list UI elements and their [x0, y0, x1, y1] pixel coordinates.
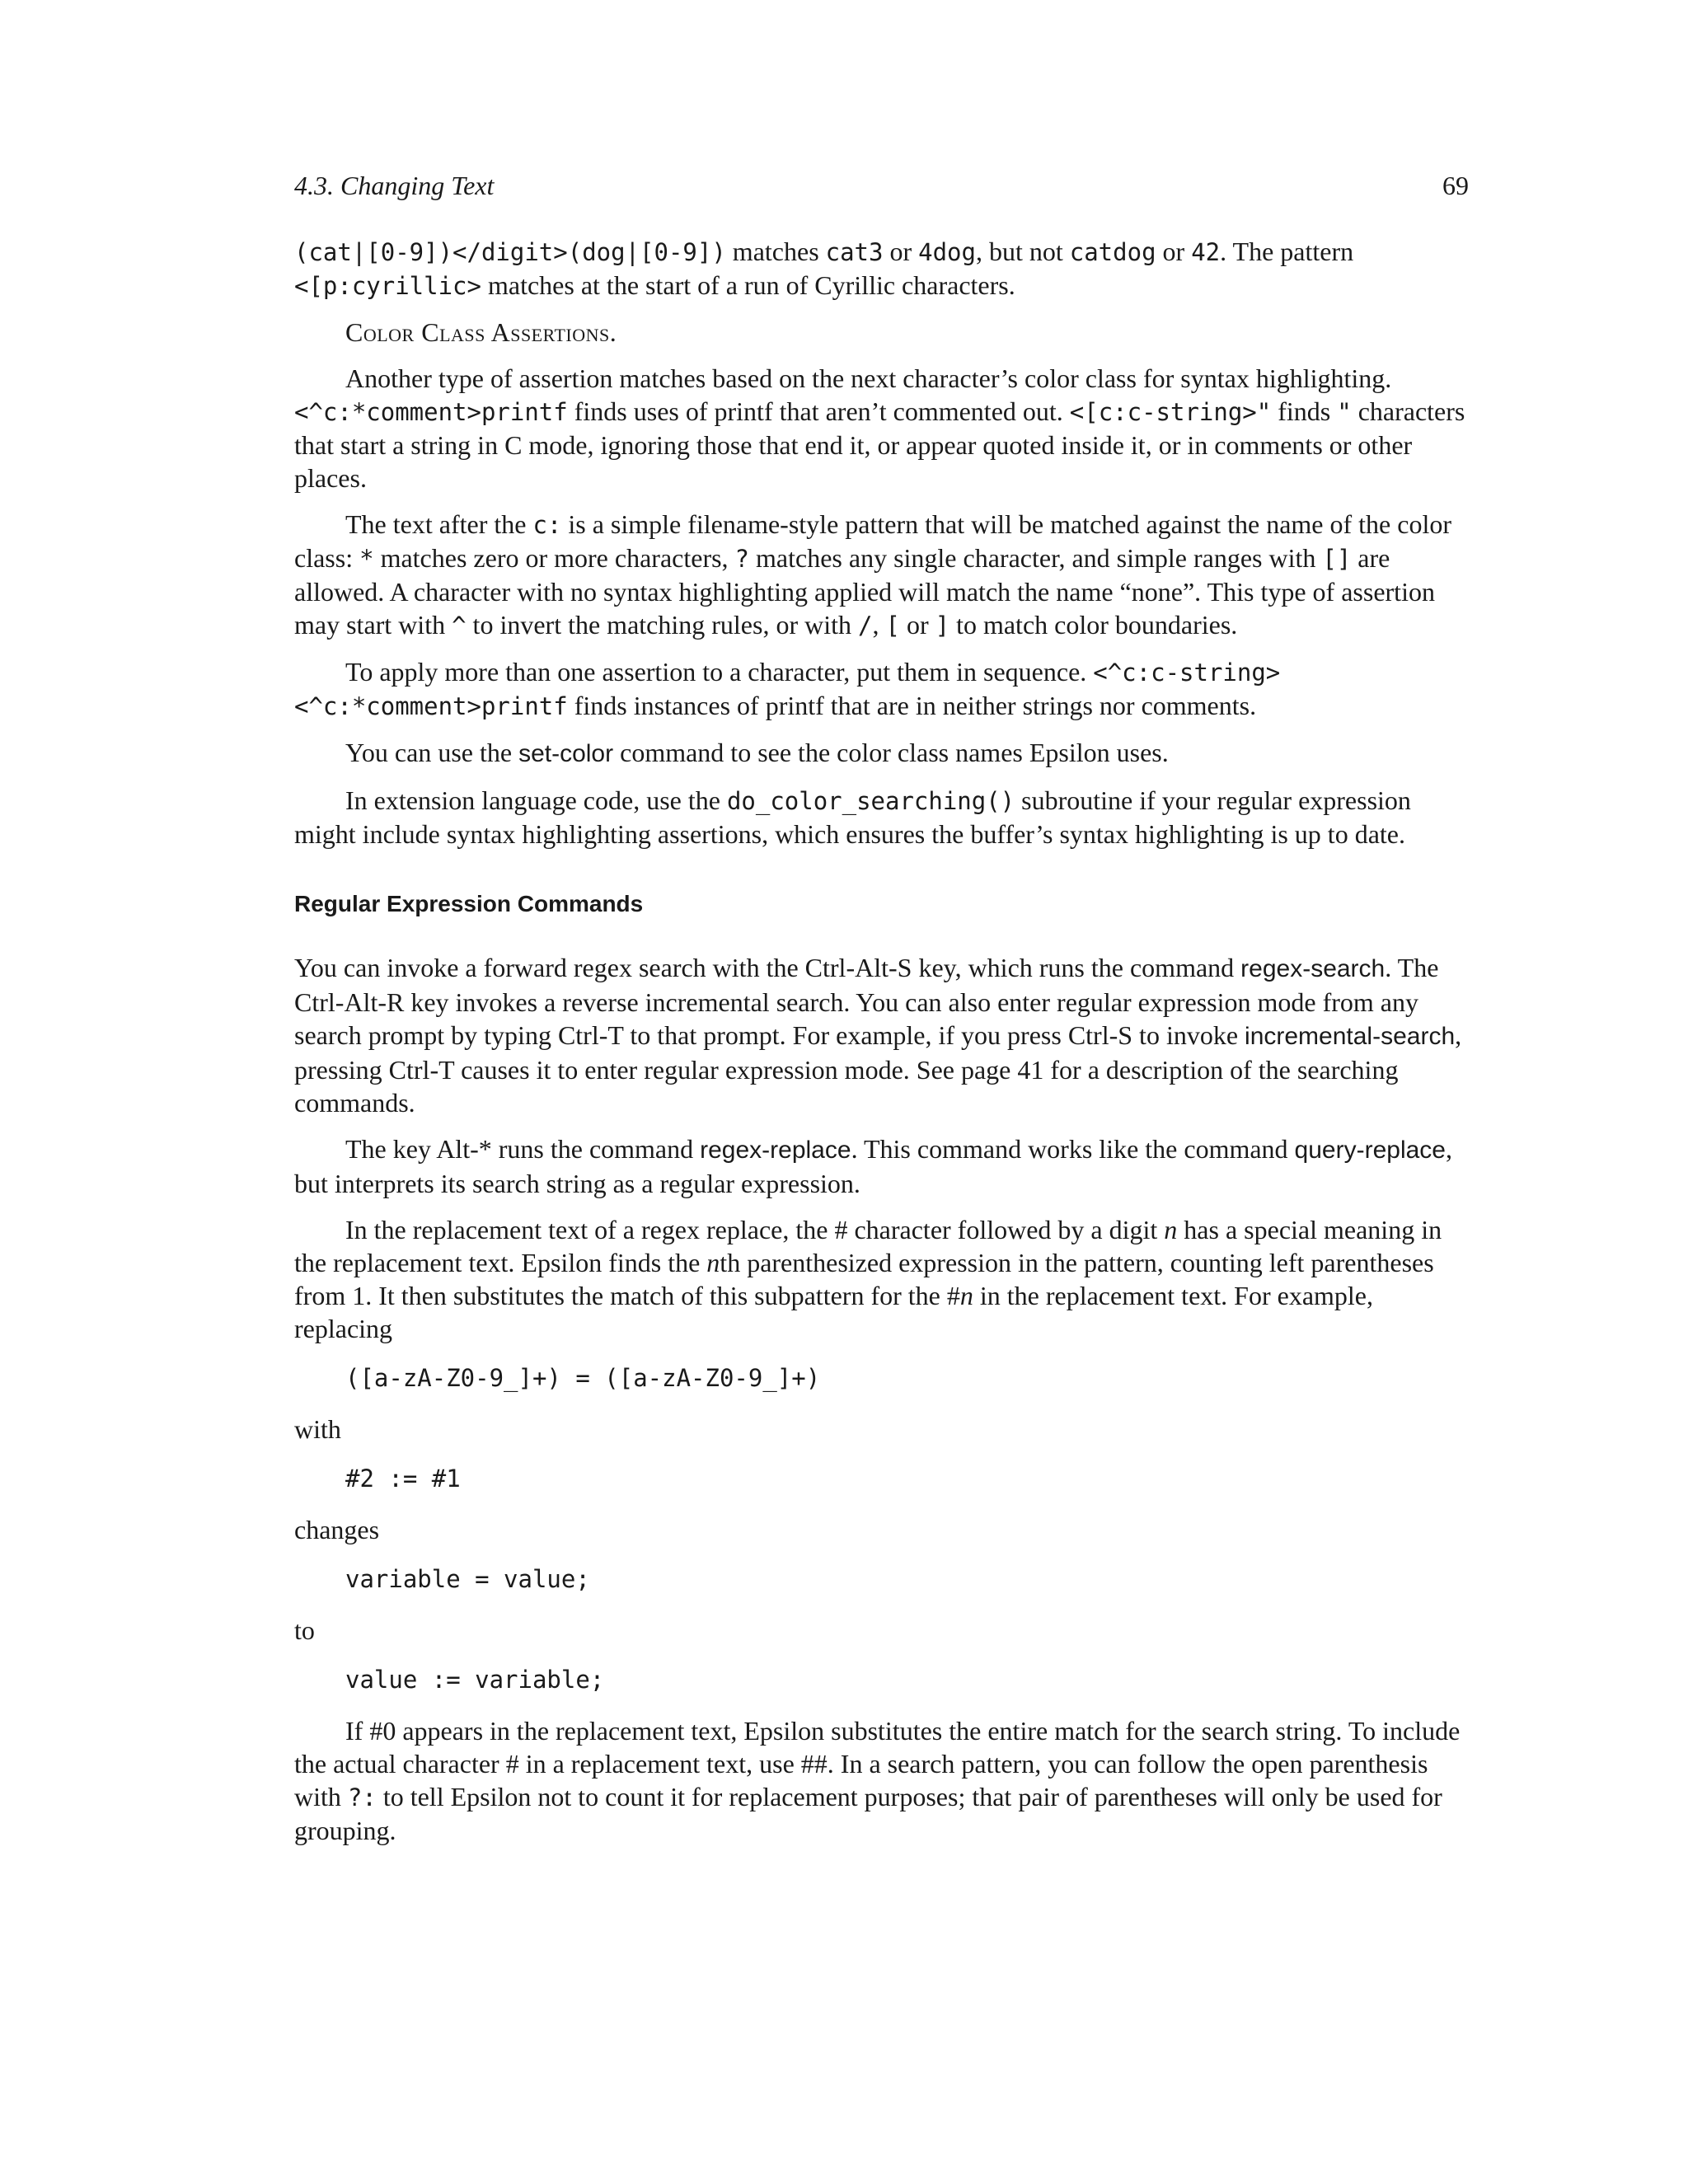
- code-span: ?:: [347, 1783, 377, 1811]
- text-span: are allowed. A character with no syntax highlighting applied will match the name “none”. This type of assertion may start with: [294, 543, 1435, 640]
- paragraph-color-pattern: [294, 508, 1469, 642]
- section-title: 4.3. Changing Text: [294, 171, 495, 200]
- section-heading-regex-commands: Regular Expression Commands: [294, 891, 644, 916]
- text-span: or: [899, 610, 935, 640]
- text-span: . This command works like the command: [851, 1134, 1295, 1164]
- italic-var: n: [1164, 1215, 1178, 1244]
- text-span: subroutine if your regular expression might include syntax highlighting assertions, which ensures the buffer’s syntax highlighting is up to date.: [294, 785, 1411, 849]
- paragraph-digit-example: [294, 235, 1469, 302]
- text-span: You can invoke a forward regex search with the Ctrl-Alt-S key, which runs the command: [294, 953, 1241, 982]
- code-span: []: [1322, 545, 1352, 573]
- text-with: with: [294, 1414, 341, 1444]
- text-span: You can use the: [345, 738, 519, 767]
- paragraph-replacement-text: [294, 1213, 1469, 1345]
- italic-var: n: [706, 1248, 720, 1277]
- running-header: [294, 169, 1469, 202]
- code-span: ": [1337, 398, 1352, 426]
- text-span: matches: [725, 237, 826, 266]
- code-span: <^c:c-string><^c:*comment>printf: [294, 658, 1281, 720]
- text-span: to invert the matching rules, or with: [466, 610, 858, 640]
- paragraph-color-class-intro: [294, 362, 1469, 494]
- code-span: <[p:cyrillic>: [294, 272, 481, 300]
- code-span: cat3: [825, 238, 884, 266]
- text-span: The text after the: [345, 509, 533, 539]
- text-span: If #0 appears in the replacement text, Epsilon substitutes the entire match for the search string. To include the actual character # in a replacement text, use ##. In a search pattern, you can follow the open parenthesis with: [294, 1716, 1461, 1811]
- text-span: . The pattern: [1220, 237, 1354, 266]
- text-span: matches at the start of a run of Cyrillic characters.: [481, 270, 1015, 300]
- text-span: finds uses of printf that aren’t commented out.: [567, 396, 1070, 426]
- code-example-pattern: ([a-zA-Z0-9_]+) = ([a-zA-Z0-9_]+): [345, 1364, 821, 1392]
- code-span: ?: [734, 545, 750, 573]
- paragraph-extension-language: [294, 784, 1469, 851]
- text-span: matches any single character, and simple ranges with: [749, 543, 1323, 573]
- paragraph-set-color: [294, 736, 1469, 771]
- paragraph-hash-zero: [294, 1714, 1469, 1847]
- italic-var: n: [959, 1281, 973, 1310]
- text-span: or: [883, 237, 919, 266]
- text-span: , but not: [975, 237, 1070, 266]
- code-span: <[c:c-string>": [1069, 398, 1272, 426]
- code-example-replacement: #2 := #1: [345, 1465, 461, 1493]
- text-span: matches zero or more characters,: [373, 543, 735, 573]
- code-example-after: value := variable;: [345, 1666, 605, 1694]
- code-span: catdog: [1069, 238, 1156, 266]
- command-name: regex-search: [1240, 955, 1386, 982]
- code-span: /: [858, 612, 873, 640]
- code-span: 42: [1191, 238, 1221, 266]
- text-changes: changes: [294, 1515, 380, 1544]
- page-number: 69: [1442, 171, 1469, 200]
- text-span: or: [1156, 237, 1192, 266]
- document-page: [294, 169, 1469, 1860]
- text-span: , but interprets its search string as a regular expression.: [294, 1134, 1452, 1198]
- text-span: ,: [872, 610, 886, 640]
- text-span: is a simple filename-style pattern that will be matched against the name of the color class:: [294, 509, 1451, 573]
- command-name: query-replace: [1294, 1137, 1446, 1164]
- code-span: c:: [532, 511, 562, 539]
- code-span: do_color_searching(): [726, 787, 1015, 815]
- text-span: to match color boundaries.: [950, 610, 1238, 640]
- text-span: finds: [1271, 396, 1338, 426]
- text-span: characters that start a string in C mode, ignoring those that end it, or appear quoted inside it, or in comments or other places.: [294, 396, 1465, 493]
- text-span: to tell Epsilon not to count it for replacement purposes; that pair of parentheses will only be used for grouping.: [294, 1782, 1442, 1845]
- text-span: . The Ctrl-Alt-R key invokes a reverse incremental search. You can also enter regular expression mode from any search prompt by typing Ctrl-T to that prompt. For example, if you press Ctrl-S to invoke: [294, 953, 1439, 1050]
- code-span: ]: [935, 612, 950, 640]
- code-span: [: [885, 612, 900, 640]
- code-span: *: [359, 545, 374, 573]
- text-span: th parenthesized expression in the pattern, counting left parentheses from 1. It then substitutes the match of this subpattern for the #: [294, 1248, 1434, 1310]
- text-span: finds instances of printf that are in neither strings nor comments.: [567, 691, 1257, 720]
- text-span: command to see the color class names Epsilon uses.: [613, 738, 1169, 767]
- command-name: regex-replace: [700, 1137, 851, 1164]
- text-to: to: [294, 1615, 315, 1645]
- code-span: ^: [452, 612, 467, 640]
- text-span: has a special meaning in the replacement text. Epsilon finds the: [294, 1215, 1442, 1277]
- text-span: Another type of assertion matches based on the next character’s color class for syntax highlighting.: [345, 363, 1392, 393]
- code-span: (cat|[0-9])</digit>(dog|[0-9]): [294, 238, 726, 266]
- text-span: To apply more than one assertion to a character, put them in sequence.: [345, 657, 1094, 687]
- code-span: 4dog: [918, 238, 976, 266]
- command-name: incremental-search: [1245, 1023, 1456, 1050]
- text-span: In the replacement text of a regex replace, the # character followed by a digit: [345, 1215, 1165, 1244]
- text-span: in the replacement text. For example, replacing: [294, 1281, 1373, 1343]
- subheading-color-class-assertions: Color Class Assertions.: [345, 317, 617, 347]
- paragraph-regex-replace: [294, 1132, 1469, 1200]
- text-span: In extension language code, use the: [345, 785, 727, 815]
- text-span: , pressing Ctrl-T causes it to enter regular expression mode. See page 41 for a description of the searching commands.: [294, 1020, 1462, 1118]
- paragraph-regex-search: [294, 951, 1469, 1119]
- text-span: The key Alt-* runs the command: [345, 1134, 701, 1164]
- command-name: set-color: [518, 740, 614, 767]
- code-span: <^c:*comment>printf: [294, 398, 568, 426]
- code-example-before: variable = value;: [345, 1565, 590, 1593]
- paragraph-assertion-sequence: [294, 655, 1469, 723]
